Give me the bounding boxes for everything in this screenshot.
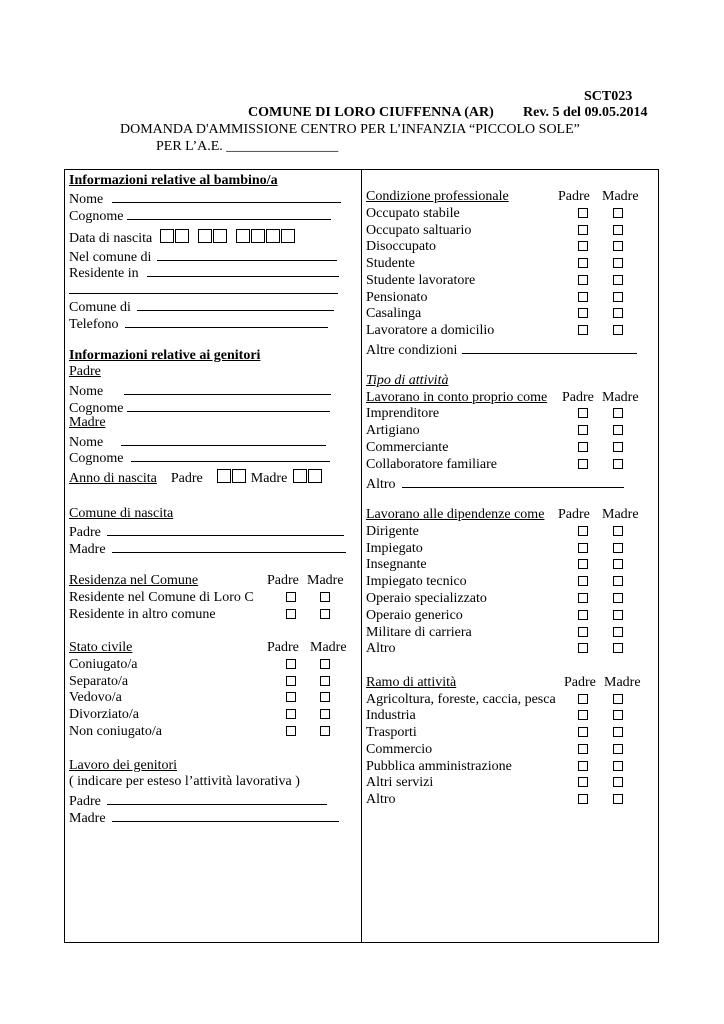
- checkbox[interactable]: [613, 208, 623, 218]
- checkbox[interactable]: [286, 726, 296, 736]
- checkbox[interactable]: [320, 726, 330, 736]
- ramo-option-label: Pubblica amministrazione: [366, 759, 512, 774]
- section-comune-nascita-title: Comune di nascita: [69, 506, 174, 521]
- section-genitori-title: Informazioni relative ai genitori: [69, 348, 261, 363]
- stato-option-label: Divorziato/a: [69, 707, 139, 722]
- revision-label: Rev. 5 del 09.05.2014: [523, 105, 648, 120]
- checkbox[interactable]: [613, 610, 623, 620]
- checkbox[interactable]: [320, 609, 330, 619]
- checkbox[interactable]: [613, 694, 623, 704]
- checkbox[interactable]: [286, 676, 296, 686]
- stato-padre-header: Padre: [267, 640, 299, 655]
- child-name-field[interactable]: Nome: [69, 189, 341, 208]
- anno-educativo-line: PER L’A.E. ________________: [156, 139, 339, 154]
- ramo-option-label: Agricoltura, foreste, caccia, pesca: [366, 692, 556, 707]
- checkbox[interactable]: [320, 592, 330, 602]
- condizione-option-label: Casalinga: [366, 306, 422, 321]
- checkbox[interactable]: [613, 225, 623, 235]
- condizione-padre-header: Padre: [558, 189, 590, 204]
- checkbox[interactable]: [613, 258, 623, 268]
- checkbox[interactable]: [286, 609, 296, 619]
- dipendenze-option-label: Impiegato: [366, 541, 423, 556]
- stato-option-label: Non coniugato/a: [69, 724, 162, 739]
- dipendenze-option-label: Impiegato tecnico: [366, 574, 467, 589]
- checkbox[interactable]: [613, 576, 623, 586]
- checkbox[interactable]: [613, 593, 623, 603]
- checkbox[interactable]: [578, 543, 588, 553]
- checkbox[interactable]: [578, 744, 588, 754]
- conto-proprio-altro-field[interactable]: Altro: [366, 474, 624, 493]
- checkbox[interactable]: [613, 526, 623, 536]
- father-job-field[interactable]: Padre: [69, 791, 327, 810]
- checkbox[interactable]: [578, 425, 588, 435]
- checkbox[interactable]: [320, 659, 330, 669]
- checkbox[interactable]: [613, 727, 623, 737]
- checkbox[interactable]: [578, 408, 588, 418]
- checkbox[interactable]: [578, 442, 588, 452]
- document-code: SCT023: [584, 89, 633, 104]
- child-surname-field[interactable]: Cognome: [69, 206, 331, 225]
- checkbox[interactable]: [578, 710, 588, 720]
- checkbox[interactable]: [578, 208, 588, 218]
- column-divider: [361, 169, 362, 943]
- stato-option-label: Coniugato/a: [69, 657, 138, 672]
- child-residence-field[interactable]: Residente in: [69, 263, 339, 282]
- checkbox[interactable]: [578, 576, 588, 586]
- stato-option-label: Separato/a: [69, 674, 129, 689]
- condizione-option-label: Pensionato: [366, 290, 428, 305]
- checkbox[interactable]: [613, 627, 623, 637]
- checkbox[interactable]: [613, 425, 623, 435]
- checkbox[interactable]: [613, 761, 623, 771]
- checkbox[interactable]: [578, 459, 588, 469]
- comune-title: COMUNE DI LORO CIUFFENNA (AR): [248, 105, 494, 120]
- section-stato-civile-title: Stato civile: [69, 640, 133, 655]
- section-residenza-title: Residenza nel Comune: [69, 573, 199, 588]
- conto-proprio-madre-header: Madre: [602, 390, 639, 405]
- residenza-option-label: Residente nel Comune di Loro C: [69, 590, 254, 605]
- child-comune-field[interactable]: Comune di: [69, 297, 334, 316]
- conto-proprio-title: Lavorano in conto proprio come: [366, 390, 548, 405]
- checkbox[interactable]: [320, 676, 330, 686]
- dipendenze-padre-header: Padre: [558, 507, 590, 522]
- ramo-option-label: Trasporti: [366, 725, 417, 740]
- stato-madre-header: Madre: [310, 640, 347, 655]
- section-bambino-title: Informazioni relative al bambino/a: [69, 173, 278, 188]
- ramo-option-label: Altro: [366, 792, 396, 807]
- section-ramo-title: Ramo di attività: [366, 675, 457, 690]
- checkbox[interactable]: [578, 761, 588, 771]
- section-condizione-title: Condizione professionale: [366, 189, 509, 204]
- condizione-option-label: Disoccupato: [366, 239, 436, 254]
- checkbox[interactable]: [578, 526, 588, 536]
- child-birthplace-field[interactable]: Nel comune di: [69, 247, 337, 266]
- checkbox[interactable]: [613, 643, 623, 653]
- checkbox[interactable]: [286, 659, 296, 669]
- checkbox[interactable]: [286, 592, 296, 602]
- altre-condizioni-field[interactable]: Altre condizioni: [366, 340, 637, 359]
- checkbox[interactable]: [320, 709, 330, 719]
- checkbox[interactable]: [613, 241, 623, 251]
- dipendenze-title: Lavorano alle dipendenze come: [366, 507, 545, 522]
- checkbox[interactable]: [578, 610, 588, 620]
- conto-proprio-option-label: Artigiano: [366, 423, 420, 438]
- checkbox[interactable]: [578, 593, 588, 603]
- checkbox[interactable]: [613, 777, 623, 787]
- checkbox[interactable]: [320, 692, 330, 702]
- dipendenze-option-label: Insegnante: [366, 557, 427, 572]
- checkbox[interactable]: [286, 692, 296, 702]
- checkbox[interactable]: [578, 727, 588, 737]
- ramo-madre-header: Madre: [604, 675, 641, 690]
- checkbox[interactable]: [578, 275, 588, 285]
- ramo-option-label: Industria: [366, 708, 416, 723]
- section-tipo-attivita-title: Tipo di attività: [366, 373, 449, 388]
- checkbox[interactable]: [578, 643, 588, 653]
- checkbox[interactable]: [613, 744, 623, 754]
- conto-proprio-option-label: Collaboratore familiare: [366, 457, 497, 472]
- mother-job-field[interactable]: Madre: [69, 808, 339, 827]
- checkbox[interactable]: [613, 275, 623, 285]
- dipendenze-option-label: Operaio generico: [366, 608, 463, 623]
- checkbox[interactable]: [578, 325, 588, 335]
- checkbox[interactable]: [578, 777, 588, 787]
- conto-proprio-padre-header: Padre: [562, 390, 594, 405]
- condizione-option-label: Occupato stabile: [366, 206, 460, 221]
- checkbox[interactable]: [578, 241, 588, 251]
- father-birthplace-field[interactable]: Padre: [69, 522, 344, 541]
- conto-proprio-option-label: Commerciante: [366, 440, 449, 455]
- checkbox[interactable]: [613, 308, 623, 318]
- checkbox[interactable]: [578, 694, 588, 704]
- mother-subtitle: Madre: [69, 415, 106, 430]
- residenza-option-label: Residente in altro comune: [69, 607, 216, 622]
- condizione-madre-header: Madre: [602, 189, 639, 204]
- condizione-option-label: Studente lavoratore: [366, 273, 476, 288]
- checkbox[interactable]: [578, 794, 588, 804]
- mother-name-field[interactable]: Nome: [69, 432, 326, 451]
- father-name-field[interactable]: Nome: [69, 381, 331, 400]
- child-phone-field[interactable]: Telefono: [69, 314, 328, 333]
- checkbox[interactable]: [578, 627, 588, 637]
- checkbox[interactable]: [613, 710, 623, 720]
- checkbox[interactable]: [578, 292, 588, 302]
- mother-birthplace-field[interactable]: Madre: [69, 539, 346, 558]
- condizione-option-label: Occupato saltuario: [366, 223, 472, 238]
- checkbox[interactable]: [613, 559, 623, 569]
- checkbox[interactable]: [578, 225, 588, 235]
- checkbox[interactable]: [613, 459, 623, 469]
- dipendenze-madre-header: Madre: [602, 507, 639, 522]
- checkbox[interactable]: [613, 543, 623, 553]
- checkbox[interactable]: [578, 258, 588, 268]
- document-title: DOMANDA D'AMMISSIONE CENTRO PER L’INFANZIA “PICCOLO SOLE”: [120, 122, 580, 137]
- checkbox[interactable]: [613, 325, 623, 335]
- checkbox[interactable]: [613, 408, 623, 418]
- ramo-option-label: Altri servizi: [366, 775, 434, 790]
- checkbox[interactable]: [613, 794, 623, 804]
- checkbox[interactable]: [578, 308, 588, 318]
- residenza-madre-header: Madre: [307, 573, 344, 588]
- dipendenze-option-label: Dirigente: [366, 524, 419, 539]
- checkbox[interactable]: [578, 559, 588, 569]
- residenza-padre-header: Padre: [267, 573, 299, 588]
- lavoro-note: ( indicare per esteso l’attività lavorativa ): [69, 774, 300, 789]
- conto-proprio-option-label: Imprenditore: [366, 406, 440, 421]
- condizione-option-label: Studente: [366, 256, 415, 271]
- checkbox[interactable]: [286, 709, 296, 719]
- stato-option-label: Vedovo/a: [69, 690, 122, 705]
- child-birthdate-field[interactable]: Data di nascita: [69, 229, 296, 247]
- dipendenze-option-label: Operaio specializzato: [366, 591, 487, 606]
- father-subtitle: Padre: [69, 364, 101, 379]
- dipendenze-option-label: Altro: [366, 641, 396, 656]
- dipendenze-option-label: Militare di carriera: [366, 625, 472, 640]
- ramo-option-label: Commercio: [366, 742, 433, 757]
- parents-birthyear-field[interactable]: Anno di nascita Padre Madre: [69, 469, 323, 487]
- section-lavoro-title: Lavoro dei genitori: [69, 758, 178, 773]
- father-surname-field[interactable]: Cognome: [69, 398, 330, 417]
- checkbox[interactable]: [613, 292, 623, 302]
- checkbox[interactable]: [613, 442, 623, 452]
- condizione-option-label: Lavoratore a domicilio: [366, 323, 495, 338]
- ramo-padre-header: Padre: [564, 675, 596, 690]
- mother-surname-field[interactable]: Cognome: [69, 448, 330, 467]
